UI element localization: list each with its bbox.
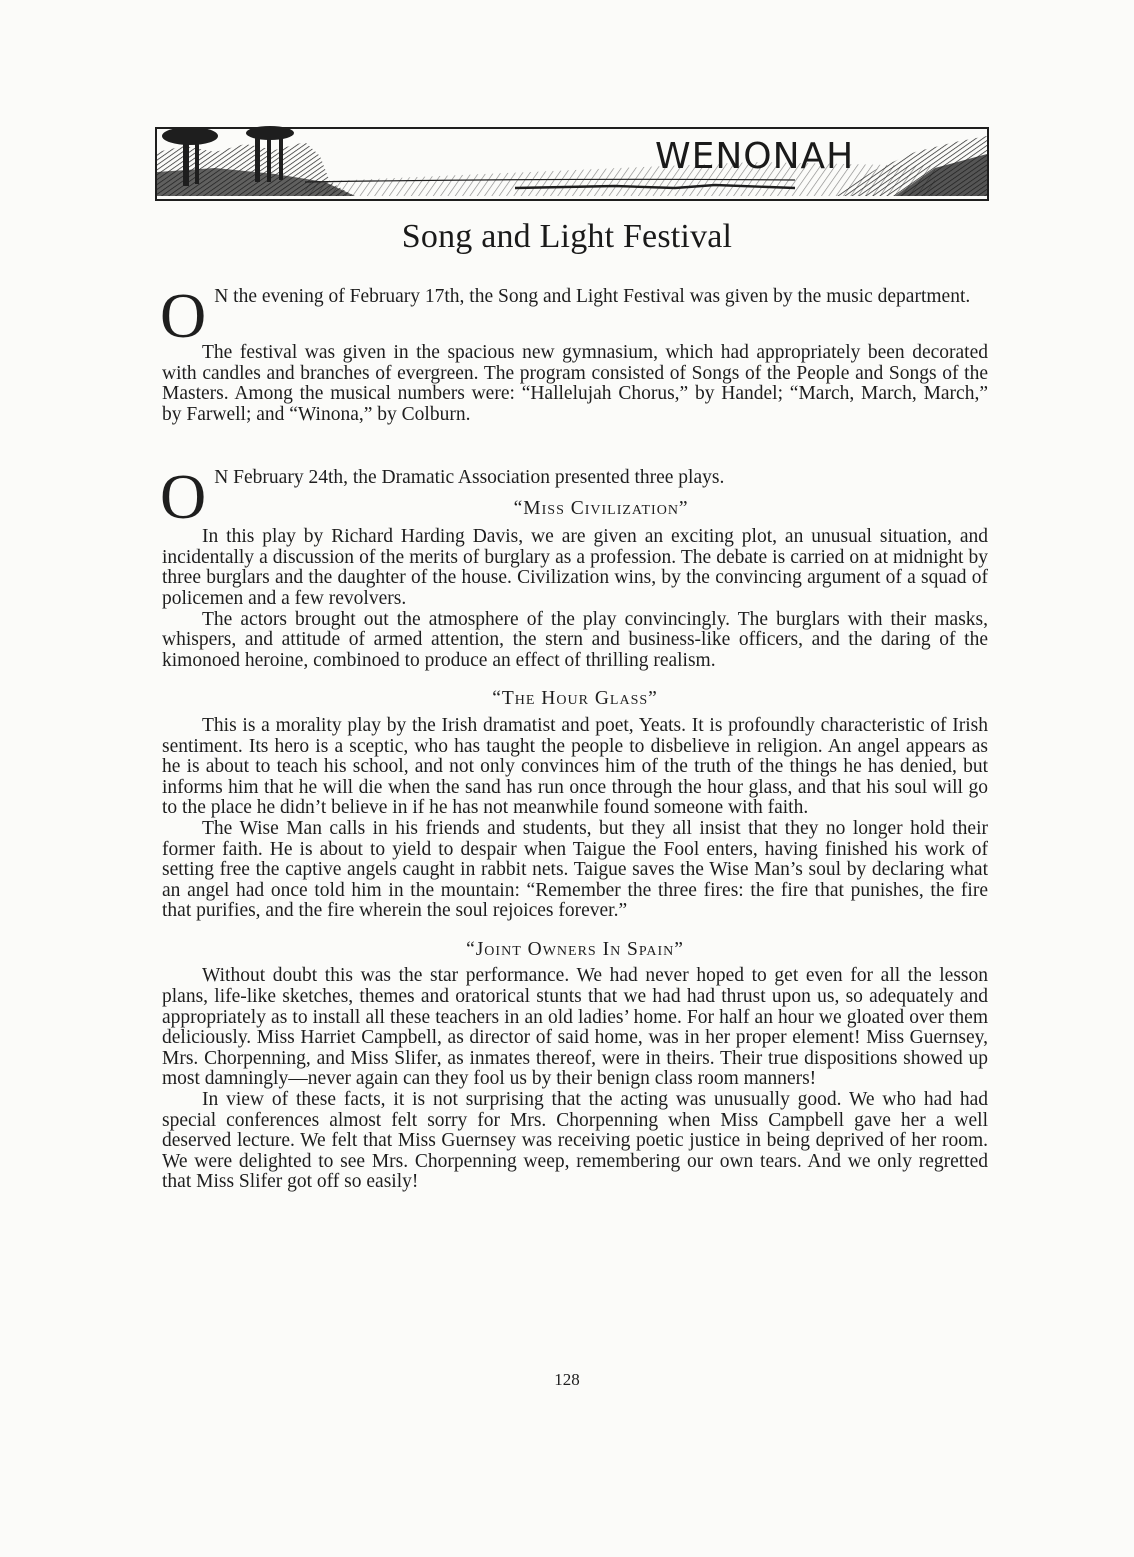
page-number: 128 [554,1370,580,1389]
play-paragraph: The actors brought out the atmosphere of the play convincingly. The burglars with their masks, whispers, and attitude of armed attention, the stern and business-like officers, and the daring of the kimonoed heroine, combinoed to produce an effect of thrilling realism. [162,608,988,671]
drop-cap: O [160,280,207,351]
festival-section [160,280,988,425]
festival-opening-text: N the evening of February 17th, the Song and Light Festival was given by the music department. [214,286,971,307]
play-paragraph: In this play by Richard Harding Davis, we are given an exciting plot, an unusual situation, and incidentally a discussion of the merits of burglary as a profession. The debate is carried on at midnight by three burglars and the daughter of the house. Civilization wins, by the convincing argument of a squad of policemen and a few revolvers. [162,526,988,609]
play-heading: “The Hour Glass” [492,688,658,710]
drop-cap: O [160,461,207,532]
dramatic-section [160,461,988,1193]
page-title: Song and Light Festival [401,218,733,255]
banner-title: WENONAH [655,136,855,177]
play-paragraph: In view of these facts, it is not surprising that the acting was unusually good. We who had had special conferences almost felt sorry for Mrs. Chorpenning when Miss Campbell gave her a well deserved lecture. We felt that Miss Guernsey was receiving poetic justice in being deprived of her room. We were delighted to see Mrs. Chorpenning weep, remembering our own tears. And we only regretted that Miss Slifer got off so easily! [162,1089,988,1193]
dramatic-intro-text: N February 24th, the Dramatic Association presented three plays. [214,467,725,488]
play-heading: “Miss Civilization” [513,497,689,519]
play-paragraph: Without doubt this was the star performance. We had never hoped to get even for all the lesson plans, life-like sketches, themes and oratorical stunts that we had had thrust upon us, so adequately and appropriately as to install all these teachers in an old ladies’ home. For half an hour we gloated over them deliciously. Miss Harriet Campbell, as director of said home, was in her proper element! Miss Guernsey, Mrs. Chorpenning, and Miss Slifer, as inmates thereof, were in theirs. Their true dispositions showed up most damningly—never again can they fool us by their benign class room manners! [162,965,988,1090]
play-paragraph: This is a morality play by the Irish dramatist and poet, Yeats. It is profoundly characteristic of Irish sentiment. Its hero is a sceptic, who has taught the people to disbelieve in religion. An angel appears as he is about to teach his school, and not only convinces him of the truth of the things he has denied, but informs him that he will die when the sand has run once through the hour glass, and that his soul will go to the place he didn’t believe in if he has not meanwhile found someone with faith. [162,714,988,819]
play-heading: “Joint Owners In Spain” [466,938,684,960]
banner-illustration [155,122,989,204]
festival-paragraph: The festival was given in the spacious new gymnasium, which had appropriately been decorated with candles and branches of evergreen. The program consisted of Songs of the People and Songs of the Masters. Among the musical numbers were: “Hallelujah Chorus,” by Handel; “March, March, March,” by Farwell; and “Winona,” by Colburn. [162,342,988,425]
header-banner [155,122,989,204]
play-paragraph: The Wise Man calls in his friends and students, but they all insist that they no longer hold their former faith. He is about to yield to despair when Taigue the Fool enters, having finished his work of setting free the captive angels caught in rabbit nets. Taigue saves the Wise Man’s soul by declaring what an angel had once told him in the mountain: “Remember the three fires: the fire that punishes, the fire that purifies, and the fire wherein the soul rejoices forever.” [162,817,988,922]
